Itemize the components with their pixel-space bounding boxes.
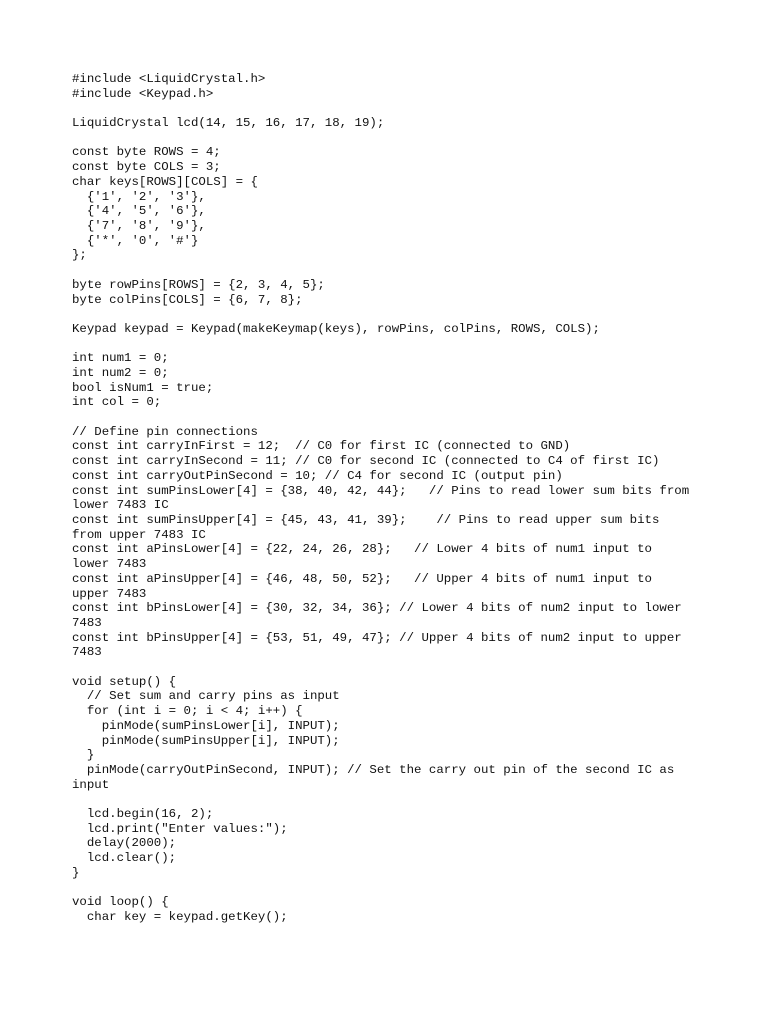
code-line: // Define pin connections xyxy=(72,424,258,439)
code-line: pinMode(sumPinsLower[i], INPUT); xyxy=(72,718,340,733)
code-line: const int carryInSecond = 11; // C0 for second IC (connected to C4 of first IC) xyxy=(72,454,660,469)
code-line: for (int i = 0; i < 4; i++) { xyxy=(72,704,303,719)
code-line: } xyxy=(72,748,95,763)
code-line: } xyxy=(72,865,80,880)
code-line: const int carryInFirst = 12; // C0 for first IC (connected to GND) xyxy=(72,439,571,454)
code-line: lower 7483 IC xyxy=(72,498,169,513)
code-line: {'7', '8', '9'}, xyxy=(72,219,206,233)
code-line: from upper 7483 IC xyxy=(72,527,206,542)
code-line: const int bPinsLower[4] = {30, 32, 34, 36}; // Lower 4 bits of num2 input to lower xyxy=(72,601,682,616)
code-line: Keypad keypad = Keypad(makeKeymap(keys), rowPins, colPins, ROWS, COLS); xyxy=(72,321,600,336)
code-line: LiquidCrystal lcd(14, 15, 16, 17, 18, 19); xyxy=(72,116,385,131)
code-line xyxy=(72,660,712,675)
code-line: const int carryOutPinSecond = 10; // C4 for second IC (output pin) xyxy=(72,468,563,483)
code-line xyxy=(72,410,712,425)
code-line: const byte COLS = 3; xyxy=(72,160,221,175)
code-line: input xyxy=(72,777,110,792)
code-line: lower 7483 xyxy=(72,557,147,572)
code-line: }; xyxy=(72,248,87,263)
code-line: {'1', '2', '3'}, xyxy=(72,189,206,204)
code-line: delay(2000); xyxy=(72,836,177,851)
code-line xyxy=(72,337,712,352)
code-line: {'*', '0', '#'} xyxy=(72,233,199,248)
code-line: int col = 0; xyxy=(72,395,162,410)
code-line: char key = keypad.getKey(); xyxy=(72,909,288,924)
code-line: const byte ROWS = 4; xyxy=(72,145,221,160)
code-line: upper 7483 xyxy=(72,586,147,601)
code-line: lcd.print("Enter values:"); xyxy=(72,821,288,836)
code-line xyxy=(72,792,712,807)
code-line: 7483 xyxy=(72,645,102,660)
code-line xyxy=(72,263,712,278)
code-line: 7483 xyxy=(72,615,102,630)
code-line: {'4', '5', '6'}, xyxy=(72,204,206,219)
code-line: #include <Keypad.h> xyxy=(72,86,214,101)
code-line: pinMode(sumPinsUpper[i], INPUT); xyxy=(72,733,340,748)
code-line: byte colPins[COLS] = {6, 7, 8}; xyxy=(72,292,303,307)
code-line: lcd.begin(16, 2); xyxy=(72,807,214,822)
code-line xyxy=(72,131,712,146)
code-line: const int sumPinsUpper[4] = {45, 43, 41, 39}; // Pins to read upper sum bits xyxy=(72,513,660,527)
code-line: int num1 = 0; xyxy=(72,351,169,366)
code-line: pinMode(carryOutPinSecond, INPUT); // Set the carry out pin of the second IC as xyxy=(72,762,675,777)
code-line xyxy=(72,101,712,116)
code-line: lcd.clear(); xyxy=(72,851,177,866)
code-line: bool isNum1 = true; xyxy=(72,380,214,395)
code-line: void setup() { xyxy=(72,674,177,689)
code-line: #include <LiquidCrystal.h> xyxy=(72,72,266,86)
code-block xyxy=(72,72,712,925)
code-line: char keys[ROWS][COLS] = { xyxy=(72,174,258,189)
code-line xyxy=(72,881,712,896)
code-line xyxy=(72,307,712,322)
code-line: const int bPinsUpper[4] = {53, 51, 49, 47}; // Upper 4 bits of num2 input to upper xyxy=(72,630,682,645)
code-line: byte rowPins[ROWS] = {2, 3, 4, 5}; xyxy=(72,277,325,292)
code-line: const int sumPinsLower[4] = {38, 40, 42, 44}; // Pins to read lower sum bits from xyxy=(72,483,690,498)
code-line: // Set sum and carry pins as input xyxy=(72,689,340,704)
code-line: const int aPinsLower[4] = {22, 24, 26, 28}; // Lower 4 bits of num1 input to xyxy=(72,542,652,557)
code-line: const int aPinsUpper[4] = {46, 48, 50, 52}; // Upper 4 bits of num1 input to xyxy=(72,571,652,586)
code-line: void loop() { xyxy=(72,895,169,910)
code-line: int num2 = 0; xyxy=(72,365,169,380)
